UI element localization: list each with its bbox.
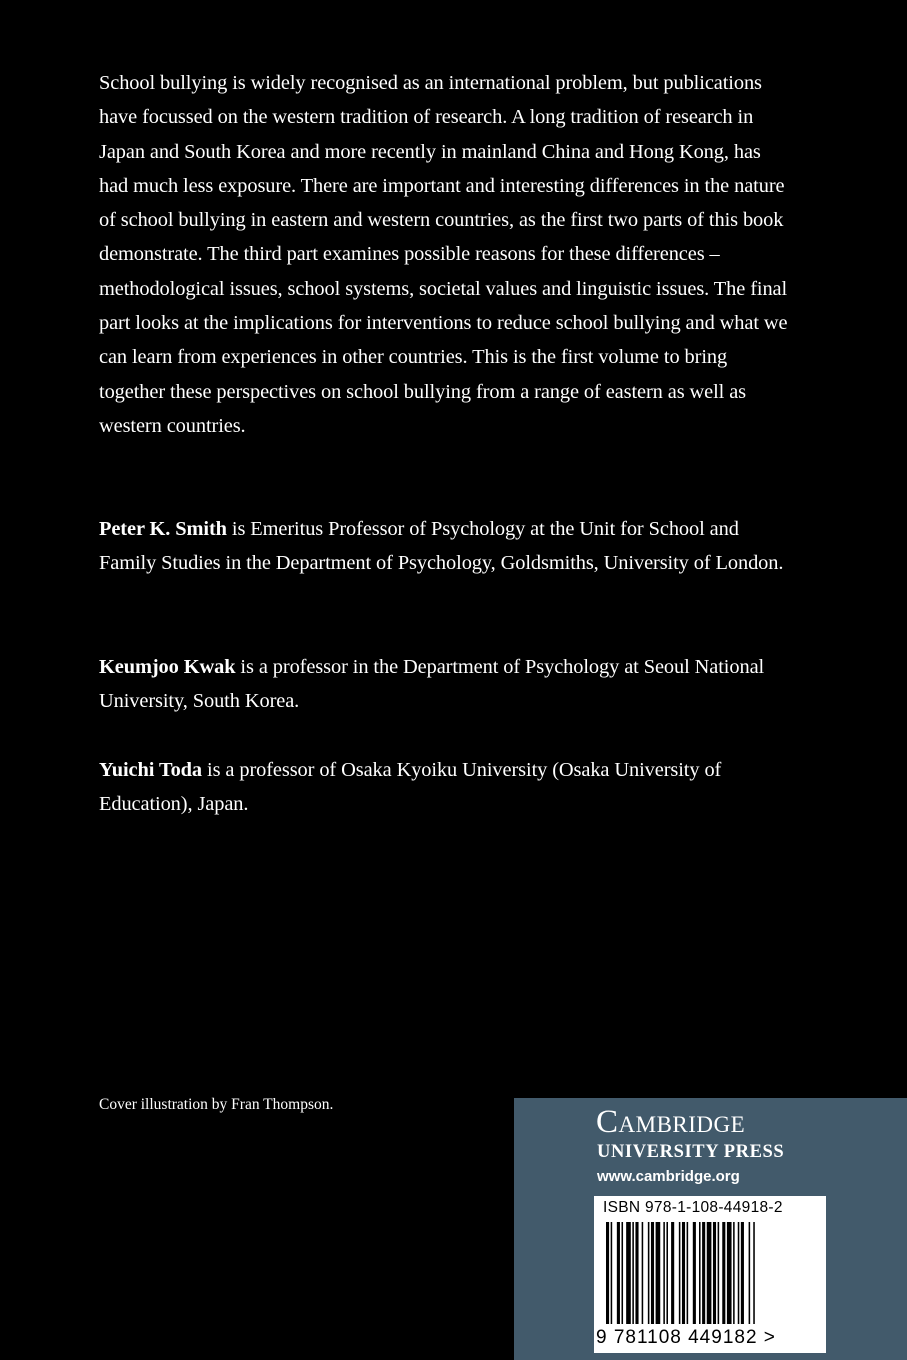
author-description: is Emeritus Professor of Psychology at the Unit for School and Family Studies in the Department of Psychology, Goldsmiths, University of London. xyxy=(99,518,784,575)
author-description: is a professor of Osaka Kyoiku University (Osaka University of Education), Japan. xyxy=(99,759,722,816)
author-bio-smith xyxy=(99,512,799,581)
publisher-subtitle: UNIVERSITY PRESS xyxy=(597,1142,785,1162)
author-name: Peter K. Smith xyxy=(99,518,227,540)
barcode-icon xyxy=(606,1222,802,1324)
publisher-panel xyxy=(514,1098,907,1360)
author-name: Yuichi Toda xyxy=(99,759,203,781)
publisher-name: Cambridge xyxy=(596,1104,746,1140)
isbn-label: ISBN 978-1-108-44918-2 xyxy=(603,1199,783,1216)
publisher-url[interactable]: www.cambridge.org xyxy=(597,1168,740,1185)
author-bio-toda xyxy=(99,753,799,822)
author-bio-kwak xyxy=(99,650,799,719)
barcode-digits: 9 781108 449182 > xyxy=(596,1327,776,1348)
book-blurb: School bullying is widely recognised as an international problem, but publications have focussed on the western tradition of research. A long tradition of research in Japan and South Korea and more recently in mainland China and Hong Kong, has had much less exposure. There are important and interesting differences in the nature of school bullying in eastern and western countries, as the first two parts of this book demonstrate. The third part examines possible reasons for these differences – methodological issues, school systems, societal values and linguistic issues. The final part looks at the implications for interventions to reduce school bullying and what we can learn from experiences in other countries. This is the first volume to bring together these perspectives on school bullying from a range of eastern as well as western countries. xyxy=(99,72,788,437)
barcode-panel xyxy=(594,1196,826,1353)
cover-credit: Cover illustration by Fran Thompson. xyxy=(99,1096,334,1113)
author-name: Keumjoo Kwak xyxy=(99,656,236,678)
author-description: is a professor in the Department of Psychology at Seoul National University, South Korea. xyxy=(99,656,765,713)
